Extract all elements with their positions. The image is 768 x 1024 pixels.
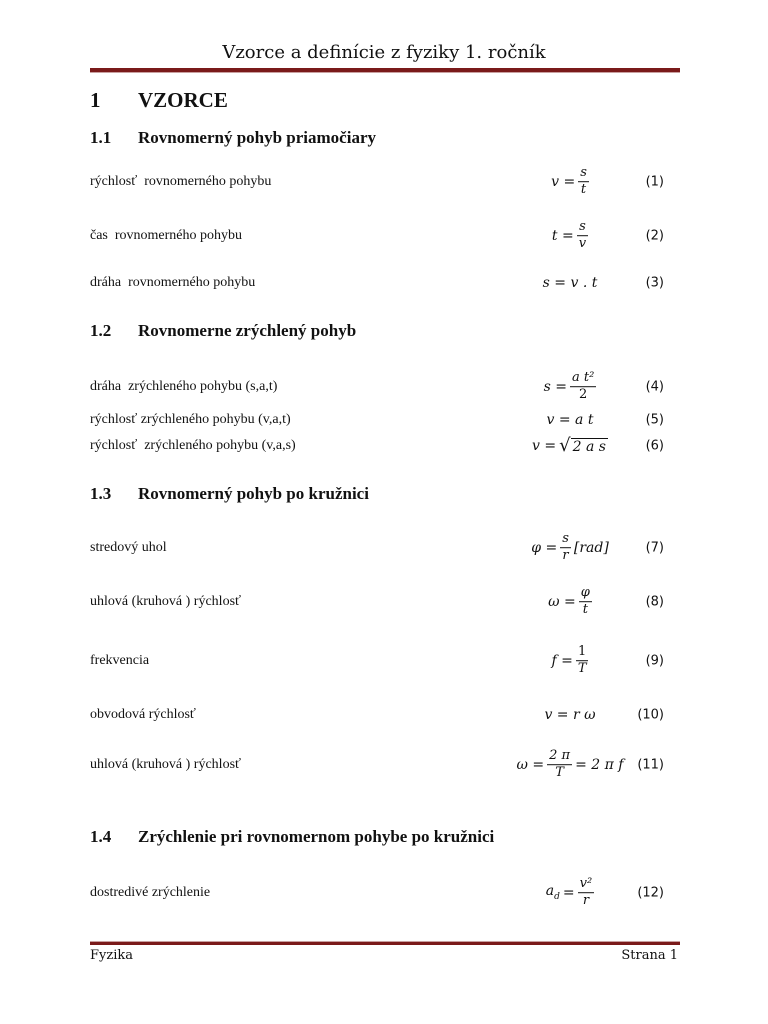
numerator: a t² — [570, 371, 596, 387]
fraction — [547, 749, 572, 781]
page-header-title: Vzorce a definície z fyziky 1. ročník — [222, 42, 546, 63]
equation-number: (5) — [645, 412, 664, 428]
formula-text: v = r ω — [544, 707, 596, 723]
denominator: T — [555, 765, 564, 781]
lhs-base: a — [545, 883, 555, 900]
fraction — [576, 645, 589, 677]
equation-number: (12) — [637, 885, 664, 901]
numerator: s — [578, 166, 589, 182]
numerator: s — [560, 532, 571, 548]
formula-lhs: f = — [551, 653, 573, 669]
formula-lhs: ω = — [548, 594, 576, 610]
chapter-heading — [90, 88, 228, 113]
formula — [470, 220, 670, 252]
formula-row — [90, 221, 680, 251]
root-sign: √ — [559, 435, 571, 456]
square-root — [559, 437, 608, 455]
chapter-title: VZORCE — [138, 88, 228, 112]
equation-number: (3) — [645, 275, 664, 291]
section-title: Rovnomerný pohyb priamočiary — [138, 128, 376, 147]
formula — [470, 645, 670, 677]
formula-label: rýchlosť rovnomerného pohybu — [90, 174, 272, 189]
formula — [470, 412, 670, 428]
lhs-subscript: d — [554, 892, 560, 903]
formula-lhs: t = — [551, 228, 574, 244]
formula-label: dostredivé zrýchlenie — [90, 885, 211, 900]
fraction — [578, 877, 595, 909]
formula-row — [90, 878, 680, 908]
formula — [470, 532, 670, 564]
formula-label: dráha rovnomerného pohybu — [90, 275, 256, 290]
section-heading-1-4 — [90, 827, 494, 847]
numerator: v² — [578, 877, 595, 893]
fraction — [560, 532, 571, 564]
section-number: 1.4 — [90, 827, 112, 846]
formula-rhs: = 2 π f — [575, 757, 624, 773]
formula-row — [90, 268, 680, 298]
radicand: 2 a s — [572, 439, 606, 455]
equation-number: (8) — [645, 594, 664, 610]
denominator: r — [562, 548, 569, 564]
formula — [470, 166, 670, 198]
numerator: φ — [579, 586, 592, 602]
numerator: 2 π — [547, 749, 572, 765]
formula-row — [90, 372, 680, 402]
formula-text: v = a t — [546, 412, 594, 428]
numerator: 1 — [576, 645, 588, 661]
formula-row — [90, 750, 680, 780]
footer-subject: Fyzika — [90, 948, 133, 963]
formula-label: obvodová rýchlosť — [90, 707, 196, 722]
formula — [470, 586, 670, 618]
formula-label: čas rovnomerného pohybu — [90, 228, 243, 243]
formula-label: frekvencia — [90, 653, 150, 668]
section-title: Rovnomerný pohyb po kružnici — [138, 484, 369, 503]
section-title: Zrýchlenie pri rovnomernom pohybe po kružnici — [138, 827, 495, 846]
header-rule — [90, 68, 680, 73]
equation-number: (9) — [645, 653, 664, 669]
formula — [470, 275, 670, 291]
equation-number: (7) — [645, 540, 664, 556]
formula-lhs — [546, 884, 560, 903]
formula-label: uhlová (kruhová ) rýchlosť — [90, 757, 241, 772]
equation-number: (10) — [637, 707, 664, 723]
denominator: 2 — [579, 387, 588, 403]
formula-lhs: ω = — [516, 757, 545, 773]
equation-number: (1) — [645, 174, 664, 190]
fraction — [579, 586, 592, 618]
formula-row — [90, 587, 680, 617]
fraction — [578, 166, 589, 198]
formula-lhs: v = — [551, 174, 576, 190]
formula-rhs: [rad] — [573, 540, 609, 556]
chapter-number: 1 — [90, 88, 101, 112]
section-number: 1.3 — [90, 484, 112, 503]
formula — [470, 371, 670, 403]
equation-number: (2) — [645, 228, 664, 244]
formula-lhs: s = — [543, 379, 568, 395]
formula-label: stredový uhol — [90, 540, 167, 555]
equals-sign: = — [562, 885, 575, 901]
formula-row — [90, 646, 680, 676]
formula-label: rýchlosť zrýchleného pohybu (v,a,s) — [90, 438, 296, 453]
section-number: 1.1 — [90, 128, 112, 147]
equation-number: (11) — [637, 757, 664, 773]
denominator: v — [578, 236, 587, 252]
section-number: 1.2 — [90, 321, 112, 340]
fraction — [570, 371, 596, 403]
formula — [470, 437, 670, 455]
formula-lhs: φ = — [531, 540, 558, 556]
section-title: Rovnomerne zrýchlený pohyb — [138, 321, 357, 340]
footer-page-number: Strana 1 — [621, 948, 678, 963]
formula-label: rýchlosť zrýchleného pohybu (v,a,t) — [90, 412, 291, 427]
numerator: s — [577, 220, 588, 236]
section-heading-1-3 — [90, 484, 369, 504]
denominator: t — [582, 602, 588, 618]
formula-label: uhlová (kruhová ) rýchlosť — [90, 594, 241, 609]
formula-text: s = v . t — [542, 275, 598, 291]
denominator: t — [580, 182, 587, 198]
section-heading-1-2 — [90, 321, 356, 341]
formula-row — [90, 533, 680, 563]
fraction — [577, 220, 588, 252]
equation-number: (6) — [645, 438, 664, 454]
formula-row — [90, 431, 680, 461]
formula-label: dráha zrýchleného pohybu (s,a,t) — [90, 379, 278, 394]
section-heading-1-1 — [90, 128, 376, 148]
footer-rule — [90, 941, 680, 945]
formula-row — [90, 167, 680, 197]
formula-lhs: v = — [532, 438, 557, 454]
equation-number: (4) — [645, 379, 664, 395]
formula-row — [90, 700, 680, 730]
denominator: T — [577, 661, 587, 677]
denominator: r — [582, 893, 590, 909]
